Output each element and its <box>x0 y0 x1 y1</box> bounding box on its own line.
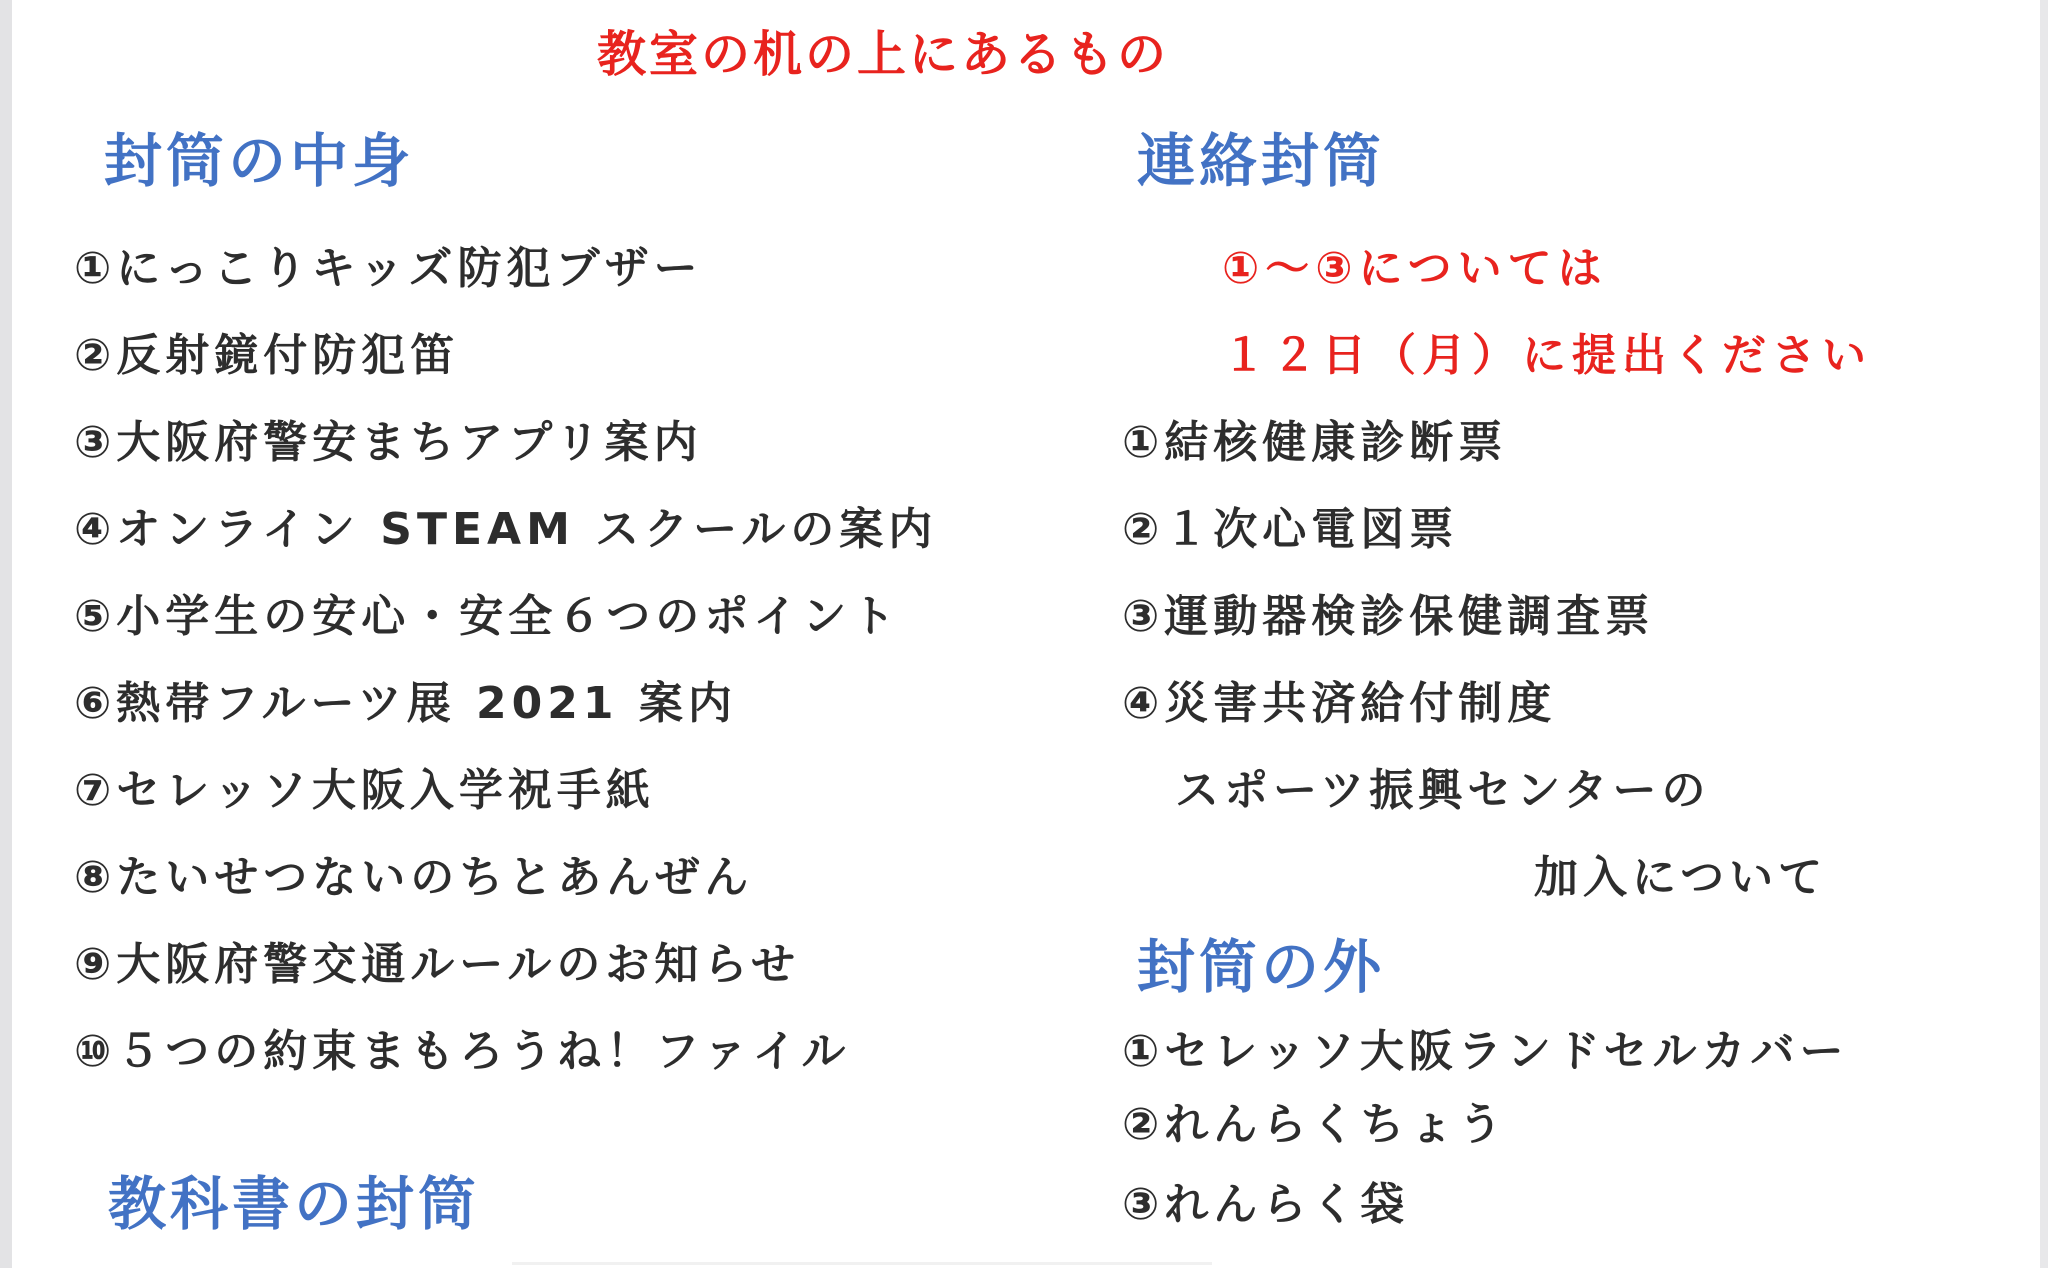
list-item: ③れんらく袋 <box>1122 1179 1410 1230</box>
page-right-edge <box>2040 0 2048 1268</box>
list-item: ③大阪府警安まちアプリ案内 <box>74 417 703 468</box>
section-heading-envelope-contents: 封筒の中身 <box>104 127 415 195</box>
submission-note-line2: １２日（月）に提出ください <box>1222 330 1872 381</box>
list-item: ⑨大阪府警交通ルールのお知らせ <box>74 939 801 990</box>
section-heading-contact-envelope: 連絡封筒 <box>1137 127 1386 195</box>
list-item: ⑥熱帯フルーツ展 2021 案内 <box>74 678 737 729</box>
list-item: ⑤小学生の安心・安全６つのポイント <box>74 591 901 642</box>
list-item: ①にっこりキッズ防犯ブザー <box>74 243 703 294</box>
list-item-continuation: スポーツ振興センターの <box>1175 765 1711 816</box>
document-page <box>12 0 2040 1268</box>
list-item: ①結核健康診断票 <box>1122 417 1508 468</box>
page-left-edge <box>0 0 12 1268</box>
list-item: ④オンライン STEAM スクールの案内 <box>74 504 938 555</box>
list-item: ②１次心電図票 <box>1122 504 1459 555</box>
list-item-continuation: 加入について <box>1534 852 1828 903</box>
list-item: ②反射鏡付防犯笛 <box>74 330 460 381</box>
submission-note-line1: ①～③については <box>1222 243 1608 294</box>
list-item: ⑧たいせつないのちとあんぜん <box>74 852 754 903</box>
list-item: ②れんらくちょう <box>1122 1099 1508 1150</box>
list-item: ①セレッソ大阪ランドセルカバー <box>1122 1026 1849 1077</box>
page-title: 教室の机の上にあるもの <box>597 26 1170 83</box>
page-bottom-divider <box>512 1262 1212 1265</box>
list-item: ⑩５つの約束まもろうね！ファイル <box>74 1026 851 1077</box>
section-heading-outside-envelope: 封筒の外 <box>1137 933 1386 1001</box>
section-heading-textbook-envelope: 教科書の封筒 <box>108 1170 481 1238</box>
list-item: ⑦セレッソ大阪入学祝手紙 <box>74 765 655 816</box>
list-item: ③運動器検診保健調査票 <box>1122 591 1655 642</box>
list-item: ④災害共済給付制度 <box>1122 678 1557 729</box>
